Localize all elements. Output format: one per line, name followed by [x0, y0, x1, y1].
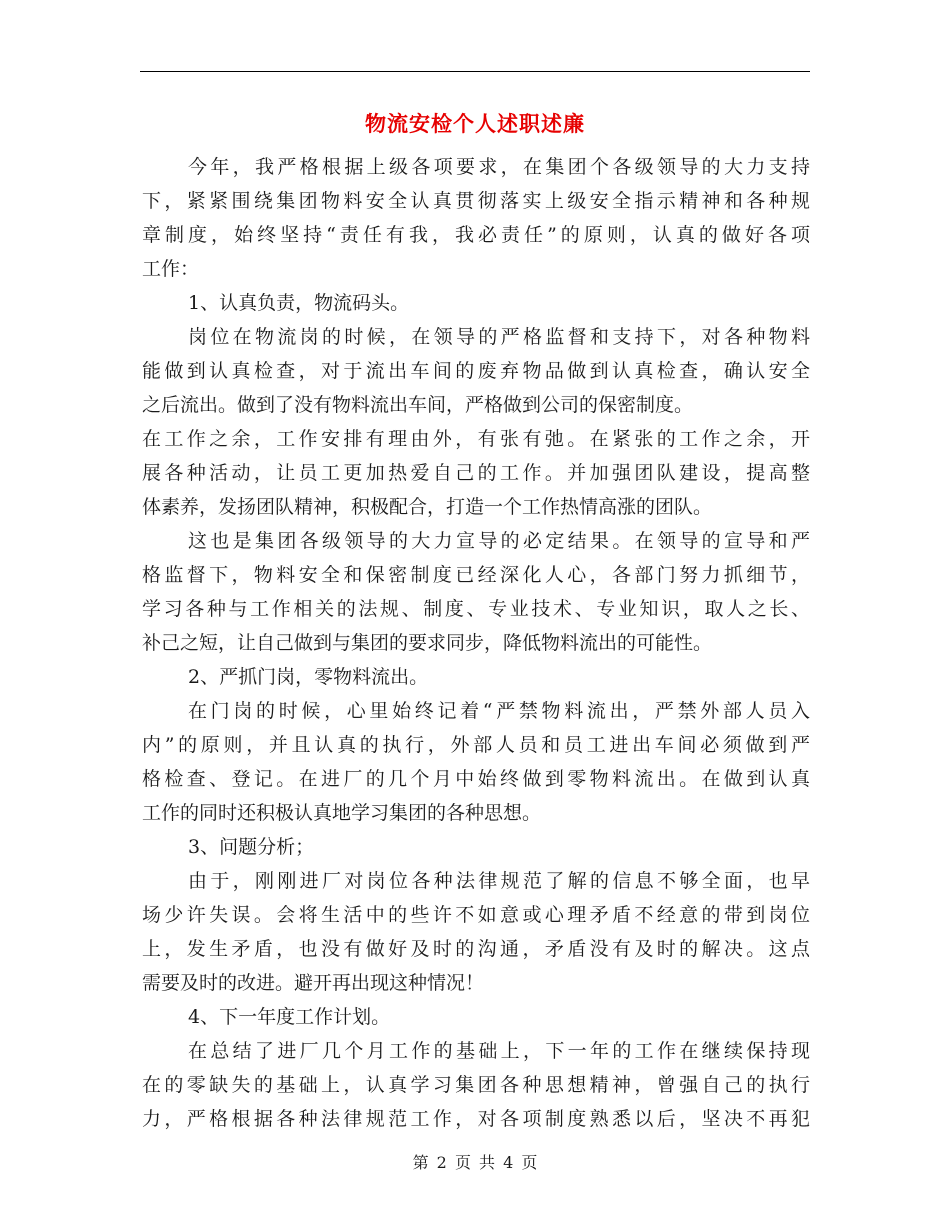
- text-line: 内”的原则，并且认真的执行，外部人员和员工进出车间必须做到严: [142, 734, 810, 756]
- text-line: 岗位在物流岗的时候，在领导的严格监督和支持下，对各种物料: [188, 326, 810, 348]
- text-line: 补己之短，让自己做到与集团的要求同步，降低物料流出的可能性。: [142, 632, 713, 654]
- text-line: 能做到认真检查，对于流出车间的废弃物品做到认真检查，确认安全: [142, 360, 810, 382]
- text-line: 之后流出。做到了没有物料流出车间，严格做到公司的保密制度。: [142, 394, 694, 416]
- text-line: 在门岗的时候，心里始终记着“严禁物料流出，严禁外部人员入: [188, 700, 810, 722]
- header-rule: [140, 71, 810, 72]
- page-footer: 第 2 页 共 4 页: [412, 1153, 538, 1172]
- text-line: 在工作之余，工作安排有理由外，有张有弛。在紧张的工作之余，开: [142, 428, 810, 450]
- text-line: 今年，我严格根据上级各项要求，在集团个各级领导的大力支持: [188, 156, 810, 178]
- text-line: 2、严抓门岗，零物料流出。: [188, 666, 429, 688]
- text-line: 在总结了进厂几个月工作的基础上，下一年的工作在继续保持现: [188, 1040, 810, 1062]
- document-body: [142, 150, 810, 1136]
- text-line: 章制度，始终坚持“责任有我，我必责任”的原则，认真的做好各项: [142, 224, 810, 246]
- document-title: 物流安检个人述职述廉: [365, 111, 585, 136]
- text-line: 由于，刚刚进厂对岗位各种法律规范了解的信息不够全面，也早: [188, 870, 810, 892]
- text-line: 下，紧紧围绕集团物料安全认真贯彻落实上级安全指示精神和各种规: [142, 190, 810, 212]
- text-line: 上，发生矛盾，也没有做好及时的沟通，矛盾没有及时的解决。这点: [142, 938, 810, 960]
- text-line: 4、下一年度工作计划。: [188, 1006, 391, 1028]
- text-line: 力，严格根据各种法律规范工作，对各项制度熟悉以后，坚决不再犯: [142, 1108, 810, 1130]
- text-line: 场少许失误。会将生活中的些许不如意或心理矛盾不经意的带到岗位: [142, 904, 810, 926]
- text-line: 展各种活动，让员工更加热爱自己的工作。并加强团队建设，提高整: [142, 462, 810, 484]
- text-line: 格检查、登记。在进厂的几个月中始终做到零物料流出。在做到认真: [142, 768, 810, 790]
- text-line: 工作的同时还积极认真地学习集团的各种思想。: [142, 802, 542, 824]
- text-line: 在的零缺失的基础上，认真学习集团各种思想精神，曾强自己的执行: [142, 1074, 810, 1096]
- text-line: 体素养，发扬团队精神，积极配合，打造一个工作热情高涨的团队。: [142, 496, 713, 518]
- text-line: 3、问题分析；: [188, 836, 315, 858]
- text-line: 1、认真负责，物流码头。: [188, 292, 410, 314]
- text-line: 格监督下，物料安全和保密制度已经深化人心，各部门努力抓细节，: [142, 564, 810, 586]
- text-line: 这也是集团各级领导的大力宣导的必定结果。在领导的宣导和严: [188, 530, 810, 552]
- text-line: 工作：: [142, 258, 200, 280]
- text-line: 需要及时的改进。避开再出现这种情况！: [142, 972, 485, 994]
- text-line: 学习各种与工作相关的法规、制度、专业技术、专业知识，取人之长、: [142, 598, 810, 620]
